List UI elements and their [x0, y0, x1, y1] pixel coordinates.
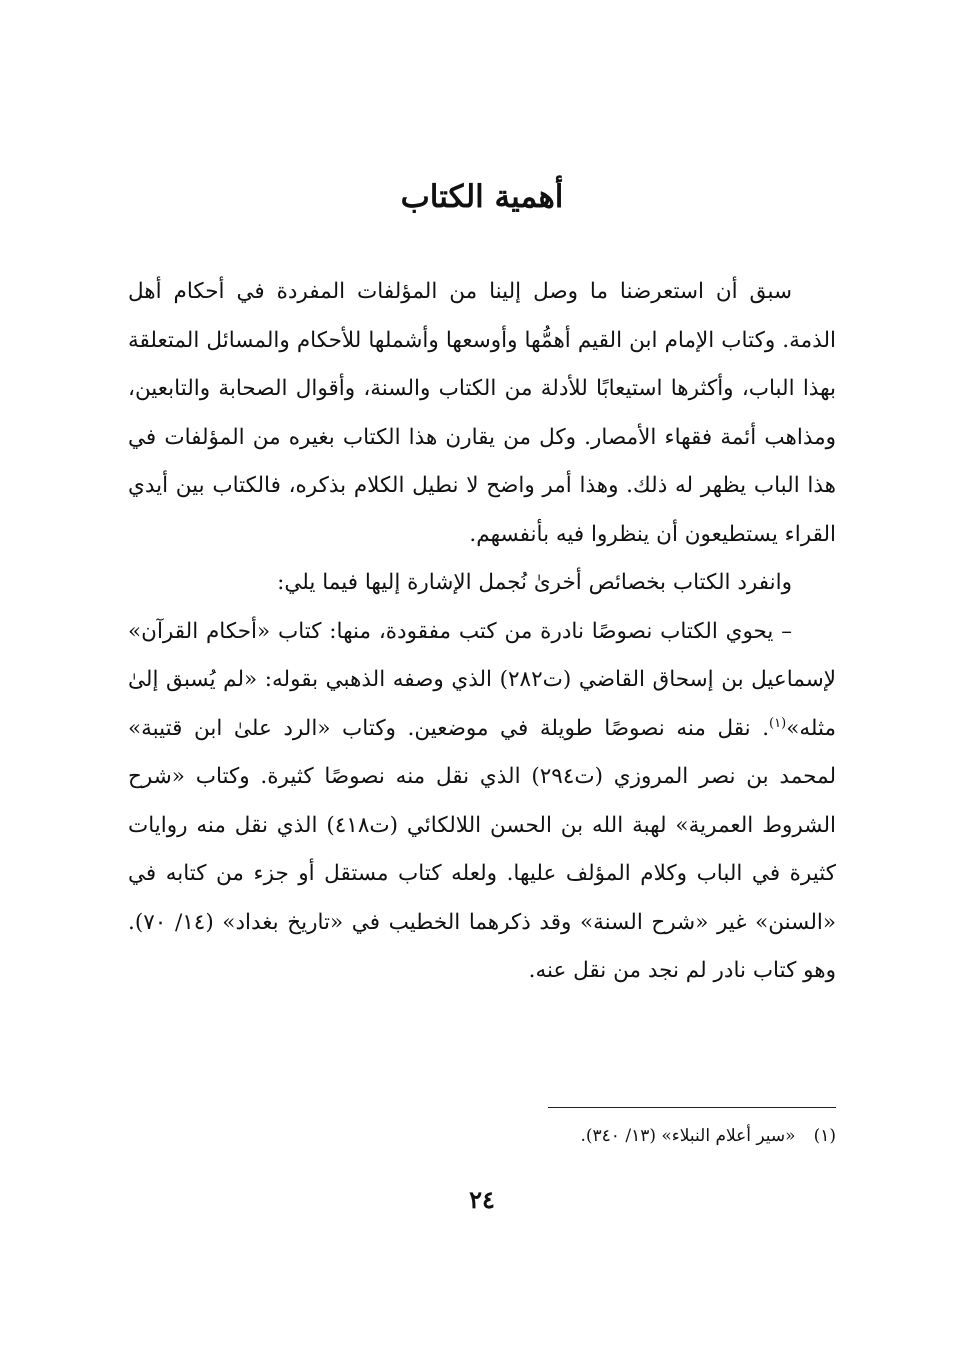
footnote-separator: [548, 1107, 836, 1108]
page-title: أهمية الكتاب: [400, 179, 564, 215]
footnote-marker: (١): [769, 715, 787, 731]
footnote-number: (١): [813, 1126, 836, 1146]
page-number: ٢٤: [469, 1185, 495, 1214]
footnote: [128, 1118, 836, 1154]
paragraph-features-lead: وانفرد الكتاب بخصائص أخرىٰ نُجمل الإشارة إليها فيما يلي:: [277, 570, 792, 595]
paragraph-rare-texts-part1: – يحوي الكتاب نصوصًا نادرة من كتب مفقودة، منها: كتاب «أحكام القرآن» لإسماعيل بن إسحاق القاضي (ت٢٨٢) الذي وصفه الذهبي بقوله: «لم يُسبق إلىٰ مثله»: [128, 618, 836, 741]
paragraph-intro: سبق أن استعرضنا ما وصل إلينا من المؤلفات المفردة في أحكام أهل الذمة. وكتاب الإمام ابن القيم أهمُّها وأوسعها وأشملها للأحكام والمسائل المتعلقة بهذا الباب، وأكثرها استيعابًا للأدلة من الكتاب والسنة، وأقوال الصحابة والتابعين، ومذاهب أئمة فقهاء الأمصار. وكل من يقارن هذا الكتاب بغيره من المؤلفات في هذا الباب يظهر له ذلك. وهذا أمر واضح لا نطيل الكلام بذكره، فالكتاب بين أيدي القراء يستطيعون أن ينظروا فيه بأنفسهم.: [128, 279, 836, 547]
footnote-text: «سير أعلام النبلاء» (١٣/ ٣٤٠).: [580, 1126, 796, 1146]
main-text: [128, 268, 836, 996]
paragraph-rare-texts: [128, 608, 836, 996]
paragraph-rare-texts-part2: . نقل منه نصوصًا طويلة في موضعين. وكتاب «الرد علىٰ ابن قتيبة» لمحمد بن نصر المروزي (ت٢٩٤) الذي نقل منه نصوصًا كثيرة. وكتاب «شرح الشروط العمرية» لهبة الله بن الحسن اللالكائي (ت٤١٨) الذي نقل منه روايات كثيرة في الباب وكلام المؤلف عليها. ولعله كتاب مستقل أو جزء من كتابه في «السنن» غير «شرح السنة» وقد ذكرهما الخطيب في «تاريخ بغداد» (١٤/ ٧٠). وهو كتاب نادر لم نجد من نقل عنه.: [128, 715, 837, 983]
